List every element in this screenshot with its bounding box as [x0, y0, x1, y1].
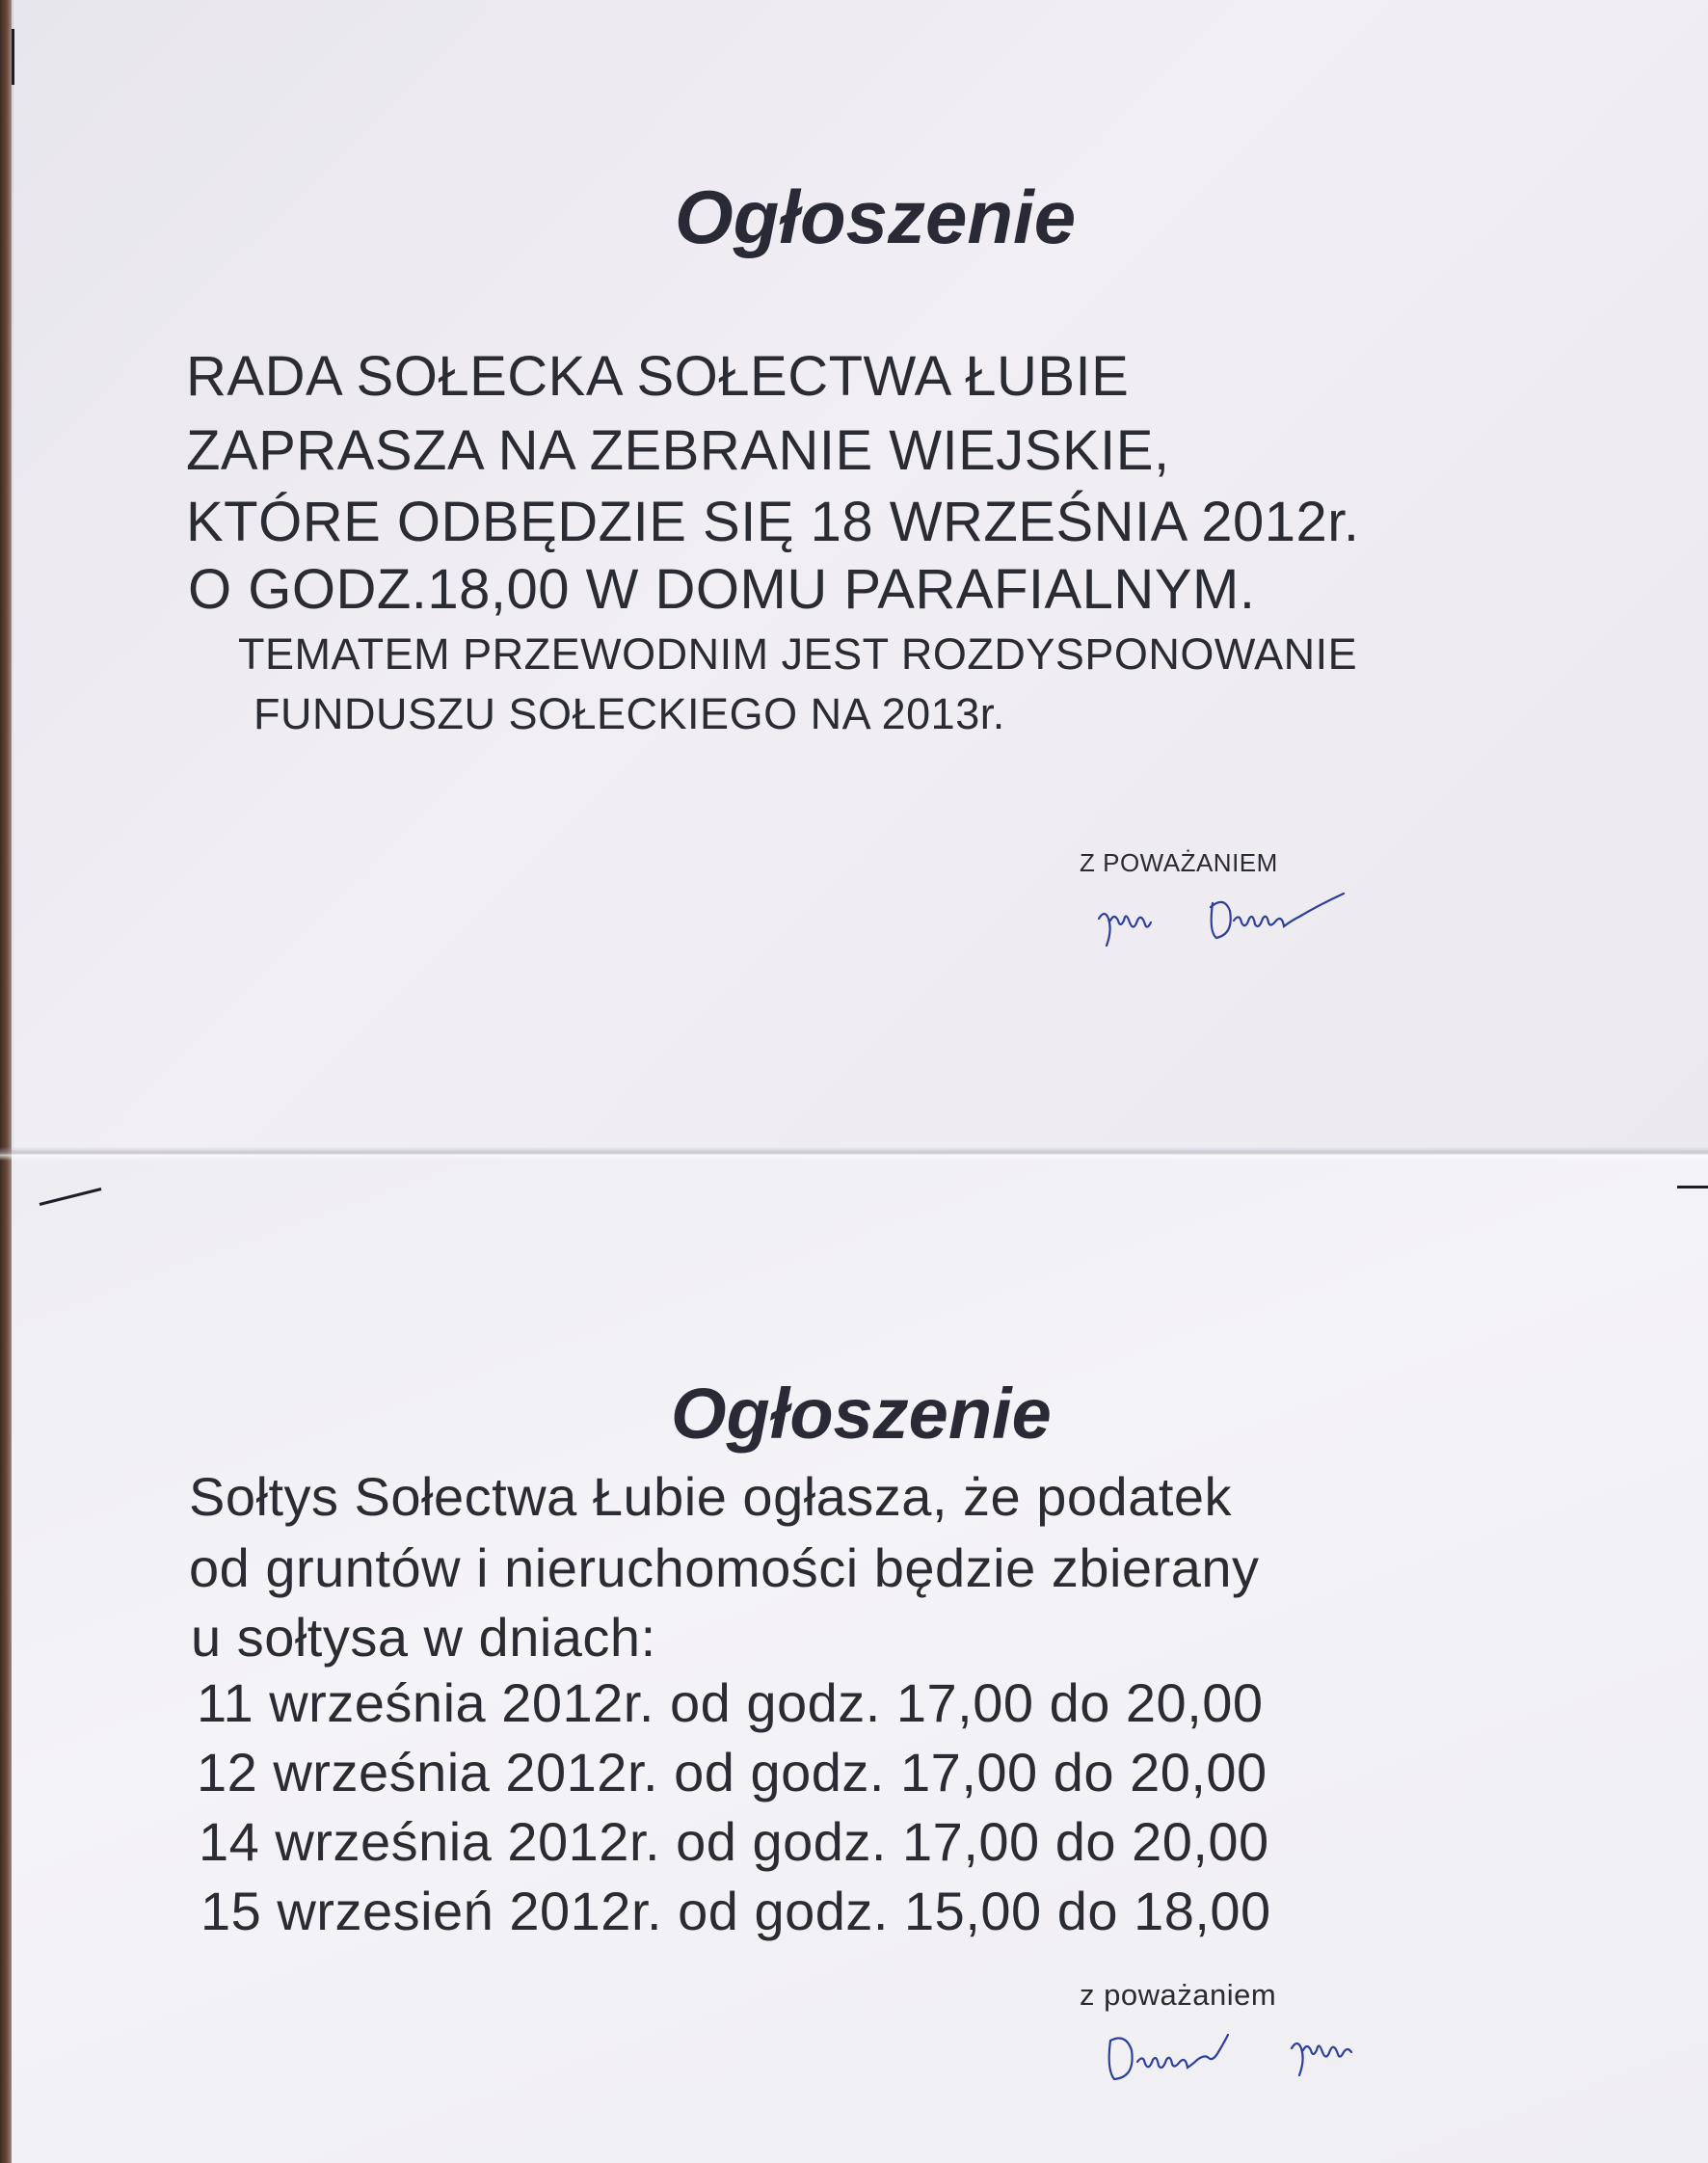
notice-top-line-2: ZAPRASZA NA ZEBRANIE WIEJSKIE, — [186, 419, 1170, 482]
notice-top-line-1: RADA SOŁECKA SOŁECTWA ŁUBIE — [186, 345, 1130, 408]
notice-bottom-line-3: u sołtysa w dniach: — [191, 1607, 656, 1668]
notice-top-line-3: KTÓRE ODBĘDZIE SIĘ 18 WRZEŚNIA 2012r. — [186, 491, 1360, 553]
paper-fold — [0, 1147, 1708, 1161]
notice-title-top: Ogłoszenie — [675, 174, 1077, 259]
pen-mark — [1677, 1186, 1708, 1188]
notice-top-line-6: FUNDUSZU SOŁECKIEGO NA 2013r. — [254, 689, 1005, 738]
schedule-row: 14 września 2012r. od godz. 17,00 do 20,00 — [199, 1811, 1269, 1872]
notice-title-bottom: Ogłoszenie — [671, 1374, 1052, 1454]
schedule-row: 12 września 2012r. od godz. 17,00 do 20,00 — [197, 1742, 1268, 1802]
notice-bottom-line-2: od gruntów i nieruchomości będzie zbierany — [189, 1537, 1260, 1598]
notice-bottom-line-1: Sołtys Sołectwa Łubie ogłasza, że podatek — [189, 1466, 1233, 1527]
handwritten-signature-top — [1089, 882, 1398, 959]
closing-bottom: z poważaniem — [1080, 1978, 1277, 2012]
schedule-row: 15 wrzesień 2012r. od godz. 15,00 do 18,00 — [200, 1881, 1271, 1941]
closing-top: Z POWAŻANIEM — [1080, 848, 1278, 877]
handwritten-signature-bottom — [1099, 2019, 1407, 2096]
pen-mark — [12, 29, 14, 85]
wall-edge — [0, 0, 12, 2163]
notice-top-line-5: TEMATEM PRZEWODNIM JEST ROZDYSPONOWANIE — [238, 629, 1358, 679]
schedule-row: 11 września 2012r. od godz. 17,00 do 20,00 — [197, 1672, 1264, 1733]
notice-top-line-4: O GODZ.18,00 W DOMU PARAFIALNYM. — [188, 558, 1256, 621]
